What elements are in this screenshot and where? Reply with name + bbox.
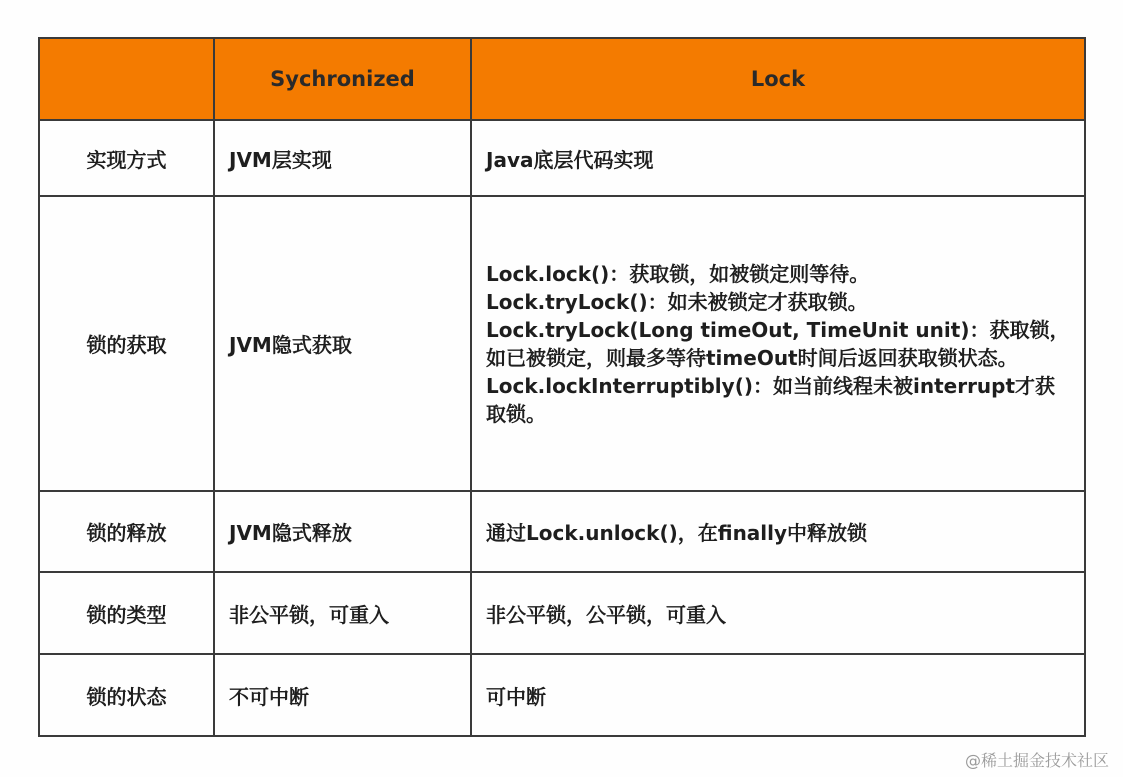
lock-cell-line: Lock.tryLock(Long timeOut, TimeUnit unit)：获取锁，如已被锁定，则最多等待timeOut时间后返回获取锁状态。 bbox=[486, 317, 1070, 370]
sync-cell: JVM隐式获取 bbox=[214, 196, 471, 491]
table-row bbox=[39, 196, 1085, 491]
lock-cell-line: Lock.lock()：获取锁，如被锁定则等待。 bbox=[486, 261, 870, 286]
row-label: 实现方式 bbox=[39, 120, 214, 196]
sync-cell: 不可中断 bbox=[214, 654, 471, 736]
row-label: 锁的释放 bbox=[39, 491, 214, 572]
table-row bbox=[39, 491, 1085, 572]
lock-cell-line: 可中断 bbox=[486, 684, 546, 709]
lock-cell bbox=[471, 491, 1085, 572]
watermark: @稀土掘金技术社区 bbox=[964, 751, 1109, 770]
lock-cell-line: Lock.tryLock()：如未被锁定才获取锁。 bbox=[486, 289, 868, 314]
lock-cell bbox=[471, 196, 1085, 491]
lock-cell bbox=[471, 120, 1085, 196]
lock-cell bbox=[471, 654, 1085, 736]
table-row bbox=[39, 572, 1085, 654]
comparison-table bbox=[38, 37, 1086, 737]
sync-cell: JVM隐式释放 bbox=[214, 491, 471, 572]
lock-cell bbox=[471, 572, 1085, 654]
row-label: 锁的类型 bbox=[39, 572, 214, 654]
lock-cell-line: 非公平锁，公平锁，可重入 bbox=[486, 602, 726, 627]
lock-cell-line: Java底层代码实现 bbox=[486, 147, 654, 172]
header-empty bbox=[39, 38, 214, 120]
header-synchronized: Sychronized bbox=[214, 38, 471, 120]
table-row bbox=[39, 654, 1085, 736]
row-label: 锁的状态 bbox=[39, 654, 214, 736]
header-row bbox=[39, 38, 1085, 120]
sync-cell: JVM层实现 bbox=[214, 120, 471, 196]
sync-cell: 非公平锁，可重入 bbox=[214, 572, 471, 654]
lock-cell-line: Lock.lockInterruptibly()：如当前线程未被interrupt才获取锁。 bbox=[486, 373, 1056, 426]
header-lock: Lock bbox=[471, 38, 1085, 120]
lock-cell-line: 通过Lock.unlock()，在finally中释放锁 bbox=[486, 521, 868, 545]
table-row bbox=[39, 120, 1085, 196]
row-label: 锁的获取 bbox=[39, 196, 214, 491]
